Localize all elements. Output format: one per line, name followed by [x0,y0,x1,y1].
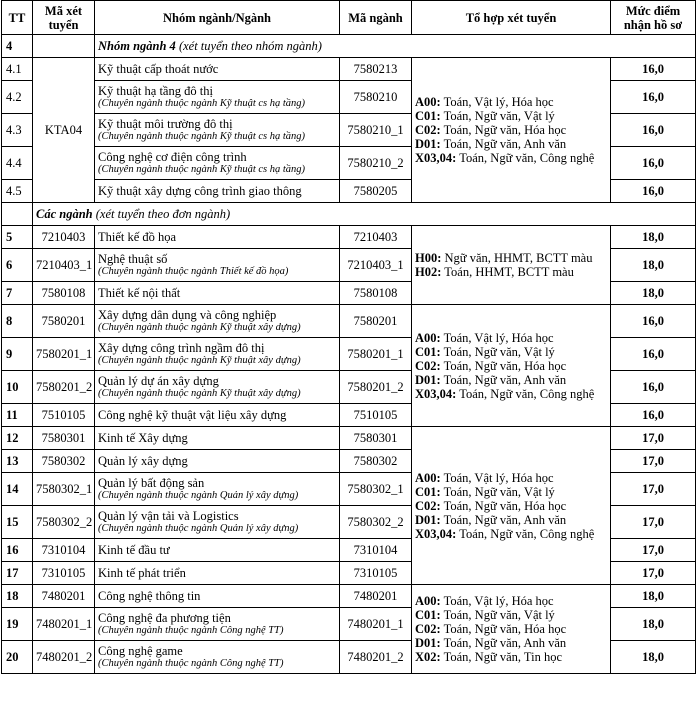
combo-line: A00: Toán, Vật lý, Hóa học [415,330,554,345]
cac-nganh-title: Các ngành (xét tuyển theo đơn ngành) [33,203,696,226]
row-tt: 9 [2,338,33,371]
cac-nganh-row [2,203,696,226]
row-name: Công nghệ game (Chuyên ngành thuộc ngành Công nghệ TT) [95,641,340,674]
group4-note: (xét tuyển theo nhóm ngành) [178,38,322,53]
table-row [2,226,696,249]
design-combo [412,226,611,305]
row-score: 18,0 [611,585,696,608]
row-ma-xet-tuyen: 7580301 [33,427,95,450]
combo-line: D01: Toán, Ngữ văn, Anh văn [415,512,567,527]
group4-row [2,35,696,58]
row-tt: 4.3 [2,114,33,147]
admission-table [1,0,696,674]
row-score: 18,0 [611,641,696,674]
row-code: 7580201_2 [340,371,412,404]
row-name: Quản lý xây dựng [95,450,340,473]
row-ma-xet-tuyen: 7310105 [33,562,95,585]
header-muc-diem: Mức điểm nhận hồ sơ [611,1,696,35]
row-score: 17,0 [611,539,696,562]
row-score: 16,0 [611,81,696,114]
row-score: 18,0 [611,608,696,641]
combo-line: A00: Toán, Vật lý, Hóa học [415,470,554,485]
row-ma-xet-tuyen: 7580201_2 [33,371,95,404]
row-score: 18,0 [611,282,696,305]
row-tt: 4.2 [2,81,33,114]
row-tt: 6 [2,249,33,282]
row-code: 7480201 [340,585,412,608]
combo-line: C01: Toán, Ngữ văn, Vật lý [415,608,555,622]
row-score: 17,0 [611,427,696,450]
row-ma-xet-tuyen: 7580201 [33,305,95,338]
row-name: Kỹ thuật cấp thoát nước [95,58,340,81]
row-name: Kỹ thuật môi trường đô thị (Chuyên ngành thuộc ngành Kỹ thuật cs hạ tầng) [95,114,340,147]
row-ma-xet-tuyen: 7210403 [33,226,95,249]
row-name: Kinh tế Xây dựng [95,427,340,450]
row-score: 16,0 [611,147,696,180]
row-ma-xet-tuyen: 7580302_1 [33,473,95,506]
combo-line: H00: Ngữ văn, HHMT, BCTT màu [415,251,593,265]
row-name: Thiết kế đồ họa [95,226,340,249]
row-code: 7580205 [340,180,412,203]
row-tt: 10 [2,371,33,404]
row-tt: 17 [2,562,33,585]
row-score: 17,0 [611,506,696,539]
header-nhom-nganh: Nhóm ngành/Ngành [95,1,340,35]
row-code: 7580108 [340,282,412,305]
row-score: 16,0 [611,371,696,404]
combo-line: C02: Toán, Ngữ văn, Hóa học [415,358,567,373]
combo-line: X03,04: Toán, Ngữ văn, Công nghệ [415,386,595,401]
row-score: 18,0 [611,226,696,249]
header-ma-nganh: Mã ngành [340,1,412,35]
row-code: 7580201_1 [340,338,412,371]
row-tt: 19 [2,608,33,641]
row-ma-xet-tuyen: 7310104 [33,539,95,562]
row-score: 17,0 [611,450,696,473]
table-row [2,427,696,450]
combo-line: C02: Toán, Ngữ văn, Hóa học [415,498,567,513]
row-code: 7580302 [340,450,412,473]
row-tt: 16 [2,539,33,562]
row-ma-xet-tuyen: 7580201_1 [33,338,95,371]
row-name: Kinh tế đầu tư [95,539,340,562]
row-code: 7580210 [340,81,412,114]
row-tt: 11 [2,404,33,427]
row-name: Công nghệ kỹ thuật vật liệu xây dựng [95,404,340,427]
row-name: Kinh tế phát triển [95,562,340,585]
combo-line: C02: Toán, Ngữ văn, Hóa học [415,123,567,137]
row-tt: 20 [2,641,33,674]
row-name: Kỹ thuật xây dựng công trình giao thông [95,180,340,203]
row-code: 7310104 [340,539,412,562]
row-name: Quản lý bất động sản (Chuyên ngành thuộc ngành Quản lý xây dựng) [95,473,340,506]
row-ma-xet-tuyen: 7580302 [33,450,95,473]
combo-line: C02: Toán, Ngữ văn, Hóa học [415,622,567,636]
group4-tt: 4 [2,35,33,58]
row-tt: 4.1 [2,58,33,81]
row-tt: 5 [2,226,33,249]
row-name: Công nghệ đa phương tiện (Chuyên ngành thuộc ngành Công nghệ TT) [95,608,340,641]
row-name: Xây dựng công trình ngầm đô thị (Chuyên ngành thuộc ngành Kỹ thuật xây dựng) [95,338,340,371]
row-tt: 7 [2,282,33,305]
group4-combo [412,58,611,203]
row-tt: 4.4 [2,147,33,180]
row-name: Thiết kế nội thất [95,282,340,305]
row-code: 7580210_2 [340,147,412,180]
combo-line: C01: Toán, Ngữ văn, Vật lý [415,109,555,123]
header-tt: TT [2,1,33,35]
row-code: 7310105 [340,562,412,585]
combo-line: C01: Toán, Ngữ văn, Vật lý [415,344,555,359]
row-tt: 4.5 [2,180,33,203]
row-name: Kỹ thuật hạ tầng đô thị (Chuyên ngành thuộc ngành Kỹ thuật cs hạ tầng) [95,81,340,114]
combo-line: X02: Toán, Ngữ văn, Tin học [415,650,563,664]
row-code: 7580302_2 [340,506,412,539]
row-ma-xet-tuyen: 7480201_2 [33,641,95,674]
row-ma-xet-tuyen: 7480201_1 [33,608,95,641]
row-code: 7480201_1 [340,608,412,641]
row-code: 7210403_1 [340,249,412,282]
header-to-hop: Tổ hợp xét tuyển [412,1,611,35]
row-tt: 13 [2,450,33,473]
combo-line: D01: Toán, Ngữ văn, Anh văn [415,636,567,650]
row-code: 7580210_1 [340,114,412,147]
combo-line: D01: Toán, Ngữ văn, Anh văn [415,372,567,387]
cac-nganh-note: (xét tuyển theo đơn ngành) [95,206,231,221]
row-name: Quản lý vận tải và Logistics (Chuyên ngành thuộc ngành Quản lý xây dựng) [95,506,340,539]
row-ma-xet-tuyen: 7510105 [33,404,95,427]
row-code: 7580301 [340,427,412,450]
row-name: Công nghệ thông tin [95,585,340,608]
construction-combo [412,305,611,427]
group4-title: Nhóm ngành 4 (xét tuyển theo nhóm ngành) [95,35,696,58]
combo-line: X03,04: Toán, Ngữ văn, Công nghệ [415,526,595,541]
economics-combo [412,427,611,585]
row-score: 17,0 [611,562,696,585]
header-row [2,1,696,35]
row-name: Nghệ thuật số (Chuyên ngành thuộc ngành Thiết kế đồ họa) [95,249,340,282]
row-code: 7480201_2 [340,641,412,674]
row-tt: 15 [2,506,33,539]
row-score: 18,0 [611,249,696,282]
row-score: 16,0 [611,58,696,81]
combo-line: C01: Toán, Ngữ văn, Vật lý [415,484,555,499]
row-code: 7580201 [340,305,412,338]
row-code: 7580213 [340,58,412,81]
row-score: 16,0 [611,305,696,338]
row-score: 16,0 [611,114,696,147]
combo-line: A00: Toán, Vật lý, Hóa học [415,95,554,109]
table-row [2,585,696,608]
row-ma-xet-tuyen: 7580108 [33,282,95,305]
row-code: 7210403 [340,226,412,249]
combo-line: H02: Toán, HHMT, BCTT màu [415,265,574,279]
row-ma-xet-tuyen: 7580302_2 [33,506,95,539]
it-combo [412,585,611,674]
row-tt: 8 [2,305,33,338]
table-row [2,58,696,81]
row-ma-xet-tuyen: 7210403_1 [33,249,95,282]
table-row [2,305,696,338]
row-name: Quản lý dự án xây dựng (Chuyên ngành thuộc ngành Kỹ thuật xây dựng) [95,371,340,404]
row-score: 16,0 [611,180,696,203]
combo-line: X03,04: Toán, Ngữ văn, Công nghệ [415,151,595,165]
row-score: 17,0 [611,473,696,506]
header-ma-xet-tuyen: Mã xét tuyển [33,1,95,35]
row-code: 7510105 [340,404,412,427]
row-ma-xet-tuyen: 7480201 [33,585,95,608]
combo-line: A00: Toán, Vật lý, Hóa học [415,594,554,608]
row-score: 16,0 [611,338,696,371]
row-tt: 12 [2,427,33,450]
row-code: 7580302_1 [340,473,412,506]
row-score: 16,0 [611,404,696,427]
combo-line: D01: Toán, Ngữ văn, Anh văn [415,137,567,151]
row-tt: 14 [2,473,33,506]
row-name: Xây dựng dân dụng và công nghiệp (Chuyên ngành thuộc ngành Kỹ thuật xây dựng) [95,305,340,338]
row-name: Công nghệ cơ điện công trình (Chuyên ngành thuộc ngành Kỹ thuật cs hạ tầng) [95,147,340,180]
row-tt: 18 [2,585,33,608]
group4-ma-xet-tuyen: KTA04 [33,58,95,203]
